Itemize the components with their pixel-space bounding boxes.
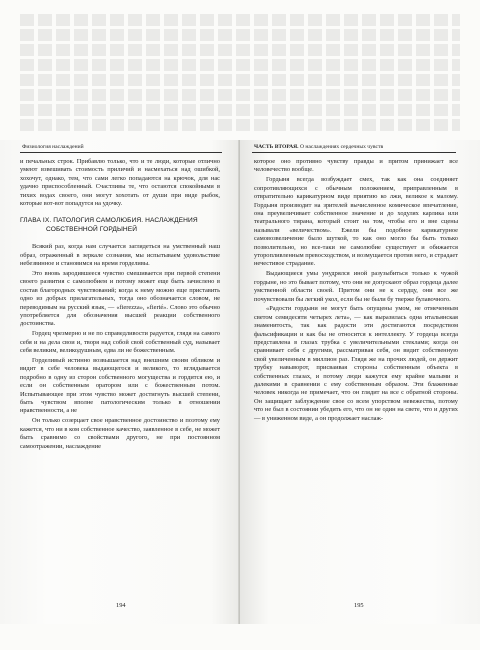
right-paragraph: которое оно противно чувству правды и притом принижает все человечество вообще. xyxy=(254,158,458,174)
left-page xyxy=(0,140,240,624)
page-bleed-through xyxy=(20,14,460,132)
right-header-rule xyxy=(252,152,456,153)
right-paragraph: «Радости гордыни не могут быть опущены умом, не отмеченным светом семидесяти четырех лета», — как выразилась одна итальянская знаменитость, так как радости эти достигаются посредством фальсификации и как бы не относится к интеллекту. У гордеца всегда представлена в глазах трубка с увеличительными стеклами; когда он сравнивает себя с другими, рассматривая себя, он видит собственную свой увеличенным в миллион раз. Глядя же на прочих людей, он держит трубку навыворот, присваивая стороны собственным объекта в собственных глазах, и потому люди кажутся ему крайне малыми и далекими в сравнении с ему собственным образом. Эти блаженные человек никогда не примечает, что он глядит на все с обратной стороны. Он защищает заблуждение свое со всем упорством невежества, потому что не был в состоянии убедить его, что он не один на свете, что и других — в униженном виде, а он продолжает наслаж- xyxy=(254,305,458,422)
running-head-title: О наслаждениях сердечных чувств xyxy=(299,144,384,150)
right-page xyxy=(240,140,480,624)
left-paragraph: Это вновь зародившееся чувство смешивается при первой степени своего развития с самолюбием и потому может еще быть зачислено в состав благородных чувствований; когда к нему можно еще приставить одно из добрых прилагательных, тогда оно обозначается словом, не переводимым на русский язык, — «fierezza», «fierté». Слово это обычно употребляется для обозначения высшей реакции собственного достоинства. xyxy=(20,269,220,328)
left-page-number: 194 xyxy=(116,602,126,609)
left-intro-paragraph: и печальных строк. Прибавлю только, что и те люди, которые отлично умеют взвешивать стоимость приличий и насмехаться над ошибкой, хохочут, однако, тем, что сами легко попадаются на крючок, для нас удачно приспособленный. Счастливы те, что остаются спокойными в тихих водах своего, они могут хохотать от души при виде рыбок, которые вот-вот попадутся на удочку. xyxy=(20,158,220,208)
chapter-heading-line-1: ГЛАВА IX. ПАТОЛОГИЯ САМОЛЮБИЯ. НАСЛАЖДЕНИЯ xyxy=(20,217,198,225)
chapter-heading xyxy=(20,217,220,234)
right-paragraph: Выдающиеся умы унудрялся иной разузыбиться только к чужой гордыне, но это бывает потому, что они не допускают образ гордеца далее умственной области своей. Притом они не к сердцу, они все же почувствовали бы легкий укол, если бы не были бу тверже булавочного. xyxy=(254,270,458,303)
right-paragraph: Гордыня всегда возбуждает смех, так как она соединяет сопротивляющихся с обычным положением, приправленным в отвратительно карикатурном виде приятию ко лжи, великое к малому. Гордыня производит на зрителей вычисленное комическое впечатление, она преувеличивает собственное значение и до ходулях карлика или театрального тирана, который стоит на том, чтобы его и вне сцены называли «величеством». Ежели бы подобное карикатурное самовозвеличение было шуткой, то как оно могло бы быть только позволительно, но все-таки не самолюбие существует и обижается уторопливленным превосходством, и возмущается против него, и страдает нечестивое страдание. xyxy=(254,176,458,268)
left-text-column xyxy=(20,158,220,451)
left-paragraph: Он только созерцает свое нравственное достоинство и поэтому ему кажется, что ни в ком собственное качество, заявленное в себе, не может быть сравнимо со свойствами другого, не при постоянном самоотражении, наслаждение xyxy=(20,417,220,450)
running-head-part: ЧАСТЬ ВТОРАЯ. xyxy=(254,144,299,150)
left-paragraph: Гордец чрезмерно и не по справедливости радуется, глядя на самого себя и на дела свои и, творя над собой свой собственный суд, называет себя великим, великодушным, едва ли не божественным. xyxy=(20,330,220,355)
chapter-heading-line-2: СОБСТВЕННОЙ ГОРДЫНЕЙ xyxy=(46,225,138,233)
right-text-column xyxy=(254,158,458,423)
left-header-rule xyxy=(20,152,222,153)
left-paragraph: Всякий раз, когда нам случается заглядеться на умственный наш образ, отраженный в зеркале сознания, мы испытываем удовольствие небезвинное и становимся на время горделивы. xyxy=(20,243,220,268)
right-running-head xyxy=(254,144,383,150)
left-running-head: Физиология наслаждений xyxy=(22,144,84,150)
right-page-number: 195 xyxy=(354,602,364,609)
left-paragraph: Горделивый истинно возвышается над внешним своим обликом и видит в себе человека выдающегося и великого, то вглядывается подробно в одну из сторон собственного могущества и гордится ею, и если он собственным оратором или с божественным потом. Испытывающее при этом чувство может достигнуть высшей степени, быть чувством вполне патологическим только в отношении нравственности, а не xyxy=(20,357,220,415)
